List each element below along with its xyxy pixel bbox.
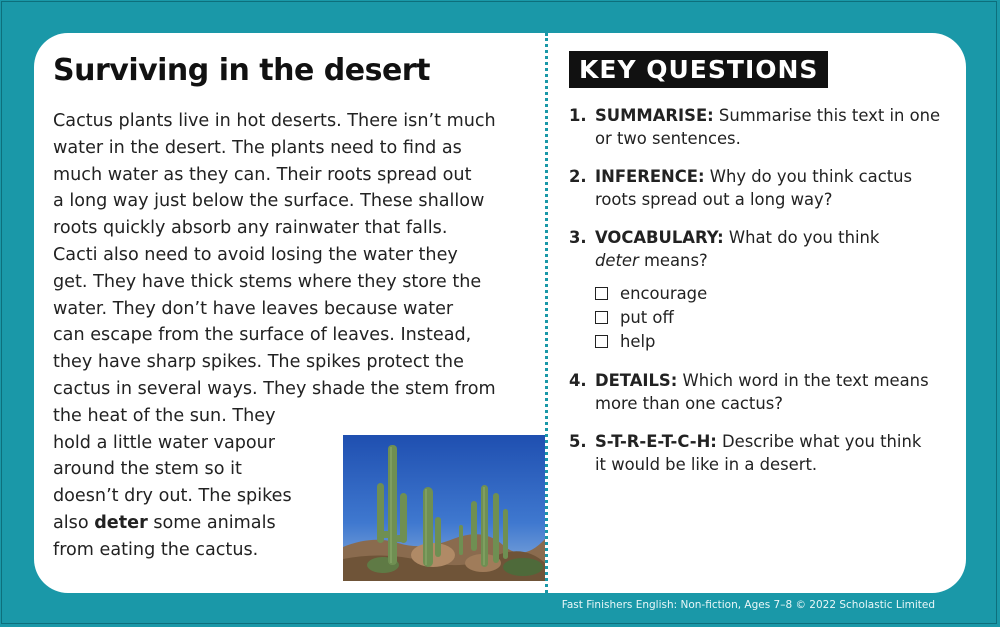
dotted-divider (545, 33, 548, 593)
question-3 (569, 227, 959, 272)
options-list (569, 281, 959, 353)
text-panel (53, 51, 528, 560)
text-line: around the stem so it (53, 459, 242, 480)
checkbox[interactable] (595, 287, 608, 300)
question-line: more than one cactus? (595, 393, 783, 413)
question-number: 2. (569, 167, 587, 186)
question-number: 5. (569, 432, 587, 451)
question-number: 3. (569, 228, 587, 247)
footer-credit: Fast Finishers English: Non-fiction, Ages 7–8 © 2022 Scholastic Limited (561, 599, 935, 611)
question-line: it would be like in a desert. (595, 454, 818, 474)
question-text: Why do you think cactus (704, 167, 913, 186)
page-title: Surviving in the desert (53, 53, 430, 88)
text-line: from eating the cactus. (53, 539, 259, 560)
question-label: SUMMARISE: (595, 106, 714, 125)
text-line: roots quickly absorb any rainwater that falls. (53, 218, 448, 239)
text-line: get. They have thick stems where they store the (53, 271, 482, 292)
question-number: 4. (569, 371, 587, 390)
text-line: doesn’t dry out. The spikes (53, 486, 292, 507)
question-2 (569, 166, 959, 211)
question-text: means? (638, 250, 708, 270)
question-line (595, 105, 959, 128)
question-5 (569, 431, 959, 476)
keyword-deter: deter (94, 512, 148, 533)
question-text: Describe what you think (716, 432, 922, 451)
question-keyword: deter (595, 250, 639, 270)
question-1 (569, 105, 959, 150)
question-label: S-T-R-E-T-C-H: (595, 432, 717, 451)
question-line (595, 250, 959, 273)
option-label: encourage (620, 283, 708, 303)
questions-panel (569, 51, 959, 476)
text-line: they have sharp spikes. The spikes protect the (53, 352, 464, 373)
text-fragment: some animals (147, 512, 276, 533)
text-line: Cactus plants live in hot deserts. There isn’t much (53, 111, 496, 131)
question-number: 1. (569, 106, 587, 125)
checkbox[interactable] (595, 311, 608, 324)
question-4 (569, 370, 959, 415)
question-text: What do you think (723, 228, 880, 247)
text-line: hold a little water vapour (53, 432, 276, 453)
question-label: INFERENCE: (595, 167, 705, 186)
question-line (595, 166, 959, 189)
option-label: help (620, 331, 656, 351)
text-line: much water as they can. Their roots spread out (53, 164, 472, 185)
text-line: cactus in several ways. They shade the stem from (53, 378, 496, 399)
text-line: the heat of the sun. They (53, 405, 276, 426)
key-questions-heading: KEY QUESTIONS (569, 51, 828, 88)
question-line (595, 227, 959, 250)
option-help[interactable] (595, 329, 959, 353)
option-put-off[interactable] (595, 305, 959, 329)
question-text: Summarise this text in one (713, 106, 941, 125)
text-line: Cacti also need to avoid losing the water they (53, 244, 458, 265)
question-line: roots spread out a long way? (595, 189, 833, 209)
text-line: water. They don’t have leaves because water (53, 298, 454, 319)
checkbox[interactable] (595, 335, 608, 348)
card (34, 33, 966, 593)
cactus-photo (343, 435, 545, 581)
option-label: put off (620, 307, 674, 327)
question-label: DETAILS: (595, 371, 678, 390)
question-label: VOCABULARY: (595, 228, 724, 247)
text-fragment: also (53, 512, 95, 533)
text-line: can escape from the surface of leaves. Instead, (53, 325, 472, 346)
question-line (595, 431, 959, 454)
text-line: water in the desert. The plants need to find as (53, 137, 462, 158)
question-line (595, 370, 959, 393)
question-text: Which word in the text means (677, 371, 929, 390)
option-encourage[interactable] (595, 281, 959, 305)
text-line: a long way just below the surface. These shallow (53, 191, 485, 212)
question-line: or two sentences. (595, 128, 741, 148)
